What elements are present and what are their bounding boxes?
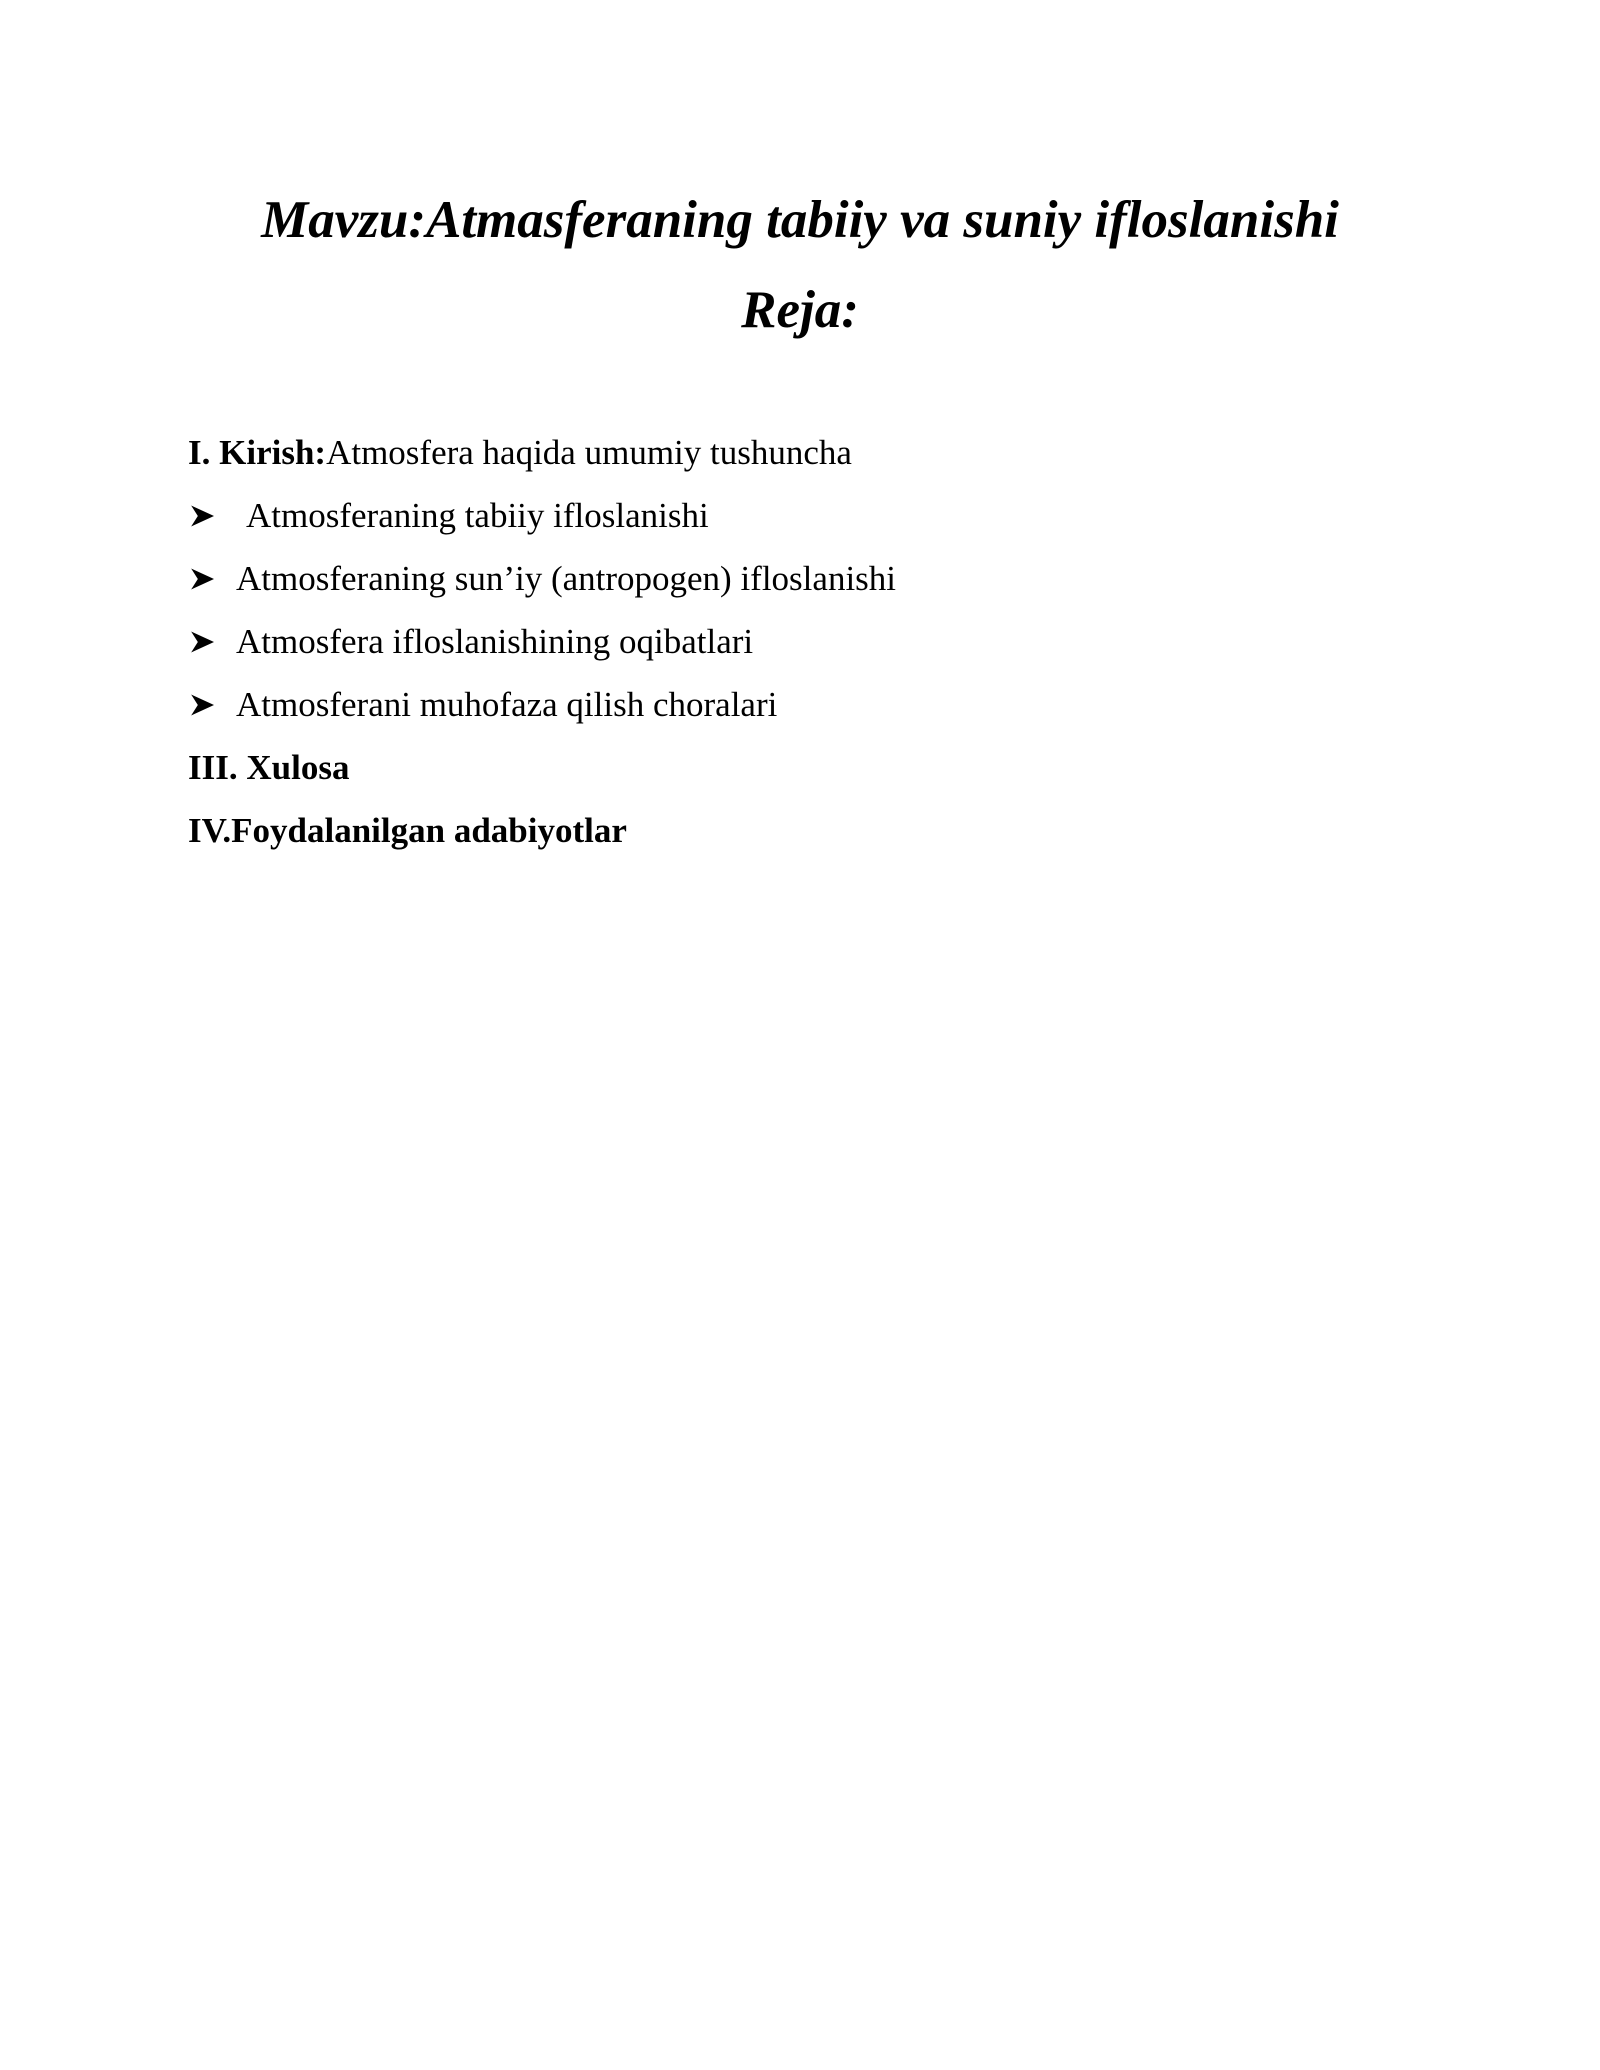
document-title: Mavzu:Atmasferaning tabiiy va suniy ifloslanishi (261, 191, 1339, 249)
plan-heading: Reja: (741, 281, 859, 339)
arrowhead-bullet-icon (188, 565, 216, 593)
plan-bullet-item (188, 494, 709, 538)
plan-item-intro (188, 431, 852, 475)
plan-item-conclusion: III. Xulosa (188, 748, 350, 787)
arrowhead-bullet-icon (188, 628, 216, 656)
bullet-text: Atmosferaning tabiiy ifloslanishi (246, 496, 709, 535)
arrowhead-bullet-icon (188, 502, 216, 530)
plan-item-references: IV.Foydalanilgan adabiyotlar (188, 811, 627, 850)
bullet-text: Atmosfera ifloslanishining oqibatlari (236, 622, 754, 661)
plan-bullet-item (188, 557, 896, 601)
intro-text: Atmosfera haqida umumiy tushuncha (326, 433, 852, 472)
arrowhead-bullet-icon (188, 691, 216, 719)
bullet-text: Atmosferani muhofaza qilish choralari (236, 685, 778, 724)
plan-bullet-item (188, 620, 753, 664)
bullet-text: Atmosferaning sun’iy (antropogen) ifloslanishi (236, 559, 897, 598)
plan-bullet-item (188, 683, 777, 727)
intro-label: I. Kirish: (188, 433, 327, 472)
